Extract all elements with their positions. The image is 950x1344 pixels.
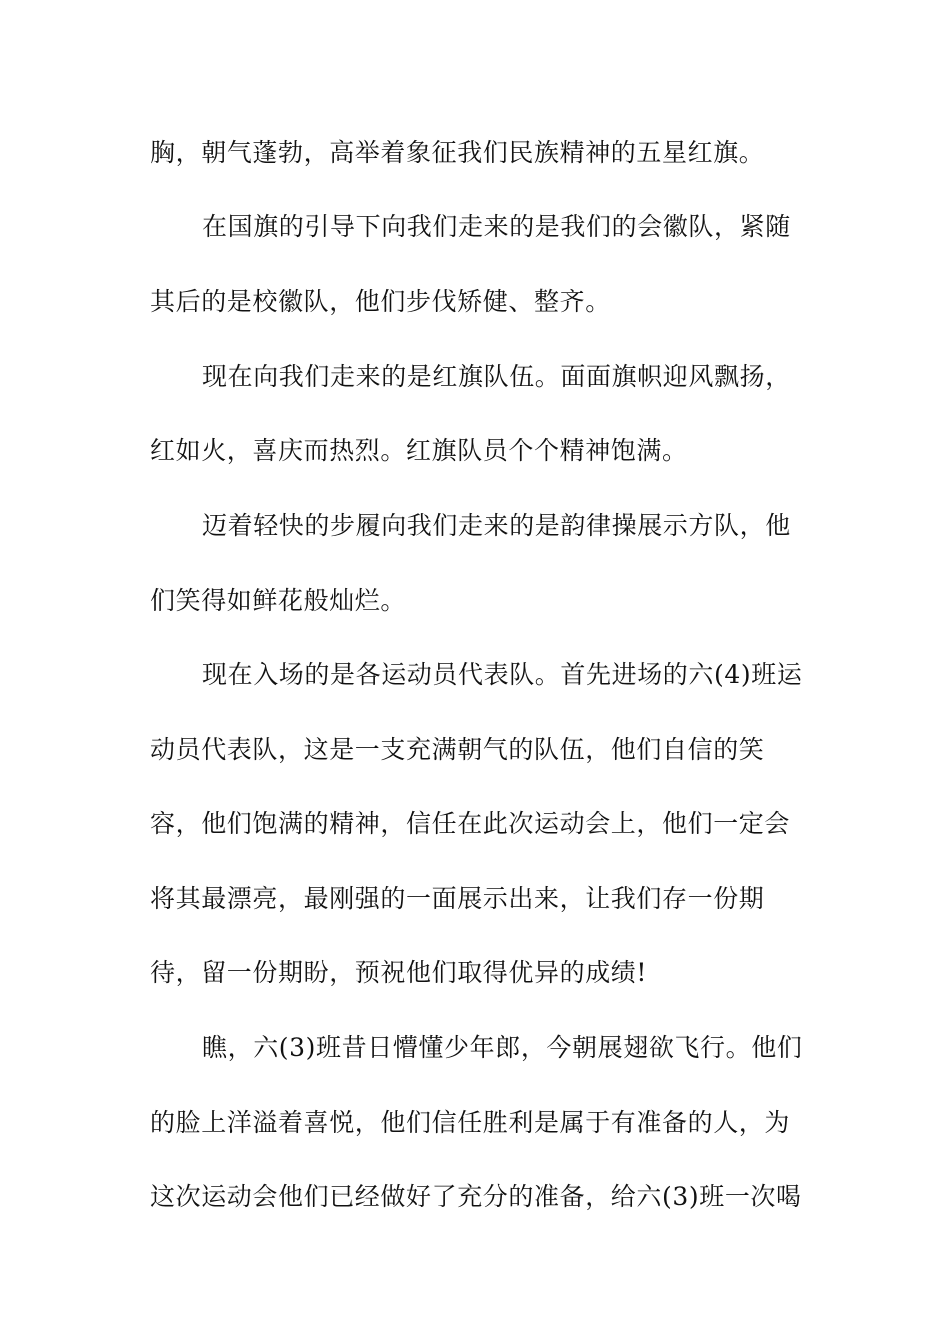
text-line: 待，留一份期盼，预祝他们取得优异的成绩!: [150, 958, 648, 987]
paragraph-start-line: 迈着轻快的步履向我们走来的是韵律操展示方队，他: [202, 511, 791, 540]
paragraph-start-line: 在国旗的引导下向我们走来的是我们的会徽队，紧随: [202, 212, 791, 241]
paragraph-start-line: 现在向我们走来的是红旗队伍。面面旗帜迎风飘扬，: [202, 362, 791, 391]
text-line: 将其最漂亮，最刚强的一面展示出来，让我们存一份期: [150, 884, 765, 913]
text-line: 的脸上洋溢着喜悦，他们信任胜利是属于有准备的人，为: [150, 1108, 791, 1137]
text-line: 容，他们饱满的精神，信任在此次运动会上，他们一定会: [150, 809, 791, 838]
text-line: 胸，朝气蓬勃，高举着象征我们民族精神的五星红旗。: [150, 138, 765, 167]
text-line: 们笑得如鲜花般灿烂。: [150, 586, 407, 615]
text-line: 动员代表队，这是一支充满朝气的队伍，他们自信的笑: [150, 735, 765, 764]
text-line: 红如火，喜庆而热烈。红旗队员个个精神饱满。: [150, 436, 688, 465]
paragraph-start-line: 瞧，六(3)班昔日懵懂少年郎，今朝展翅欲飞行。他们: [202, 1033, 803, 1062]
text-line: 这次运动会他们已经做好了充分的准备，给六(3)班一次喝: [150, 1182, 802, 1211]
text-line: 其后的是校徽队，他们步伐矫健、整齐。: [150, 287, 611, 316]
paragraph-start-line: 现在入场的是各运动员代表队。首先进场的六(4)班运: [202, 660, 803, 689]
